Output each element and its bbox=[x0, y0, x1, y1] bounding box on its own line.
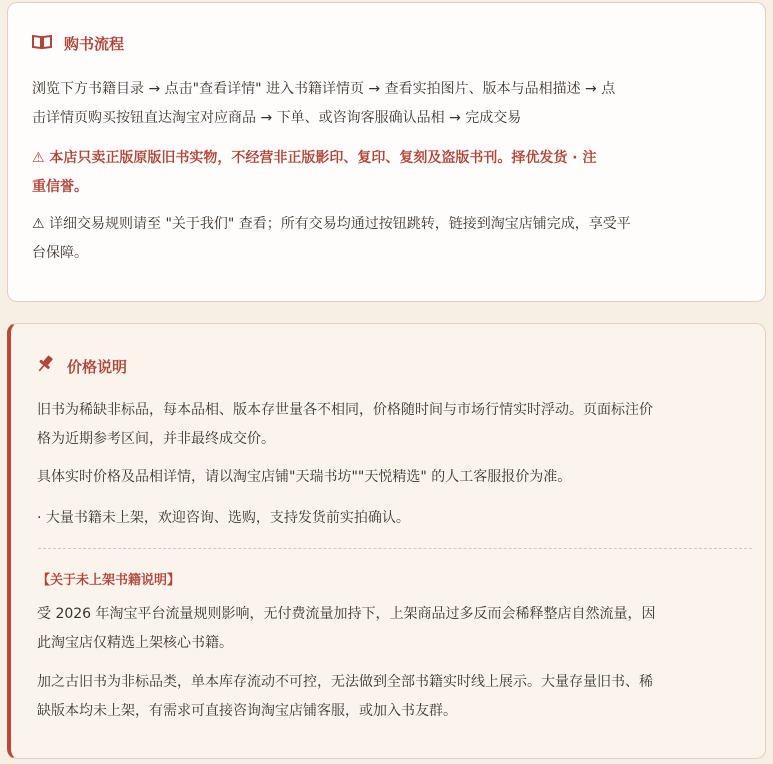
price-para4-line2: 缺版本均未上架，有需求可直接咨询淘宝店铺客服，或加入书友群。 bbox=[37, 703, 457, 719]
price-explanation-card bbox=[7, 323, 766, 759]
price-para3-line2: 此淘宝店仅精选上架核心书籍。 bbox=[37, 635, 233, 651]
authenticity-warning-line2: 重信誉。 bbox=[32, 179, 88, 195]
flow-steps-line2: 击详情页购买按钮直达淘宝对应商品 → 下单、或咨询客服确认品相 → 完成交易 bbox=[32, 110, 522, 126]
section-divider bbox=[38, 548, 752, 549]
open-book-icon bbox=[32, 34, 52, 54]
price-explanation-heading: 价格说明 bbox=[67, 357, 128, 376]
trade-rules-note-line2: 台保障。 bbox=[32, 245, 88, 261]
purchase-flow-heading: 购书流程 bbox=[64, 35, 125, 53]
price-explanation-title bbox=[35, 354, 127, 378]
price-para1-line1: 旧书为稀缺非标品，每本品相、版本存世量各不相同，价格随时间与市场行情实时浮动。页面标注价 bbox=[37, 402, 653, 418]
flow-steps-line1: 浏览下方书籍目录 → 点击"查看详情" 进入书籍详情页 → 查看实拍图片、版本与品相描述 → 点 bbox=[32, 81, 616, 97]
price-para1-line2: 格为近期参考区间，并非最终成交价。 bbox=[37, 431, 275, 447]
unlisted-books-subheading: 【关于未上架书籍说明】 bbox=[37, 573, 181, 588]
price-para2: 具体实时价格及品相详情，请以淘宝店铺"天瑞书坊""天悦精选" 的人工客服报价为准。 bbox=[37, 469, 572, 485]
pushpin-icon bbox=[35, 354, 55, 378]
purchase-flow-card bbox=[7, 2, 766, 302]
authenticity-warning-line1: ⚠ 本店只卖正版原版旧书实物，不经营非正版影印、复印、复刻及盗版书刊。择优发货 · 注 bbox=[32, 150, 597, 166]
trade-rules-note-line1: ⚠ 详细交易规则请至 "关于我们" 查看；所有交易均通过按钮跳转，链接到淘宝店铺完成，享受平 bbox=[32, 216, 631, 232]
price-bullet: · 大量书籍未上架，欢迎咨询、选购，支持发货前实拍确认。 bbox=[37, 510, 410, 526]
price-para4-line1: 加之古旧书为非标品类，单本库存流动不可控，无法做到全部书籍实时线上展示。大量存量旧书、稀 bbox=[37, 674, 653, 690]
price-para3-line1: 受 2026 年淘宝平台流量规则影响，无付费流量加持下，上架商品过多反而会稀释整店自然流量，因 bbox=[37, 606, 656, 622]
purchase-flow-title bbox=[32, 33, 124, 54]
